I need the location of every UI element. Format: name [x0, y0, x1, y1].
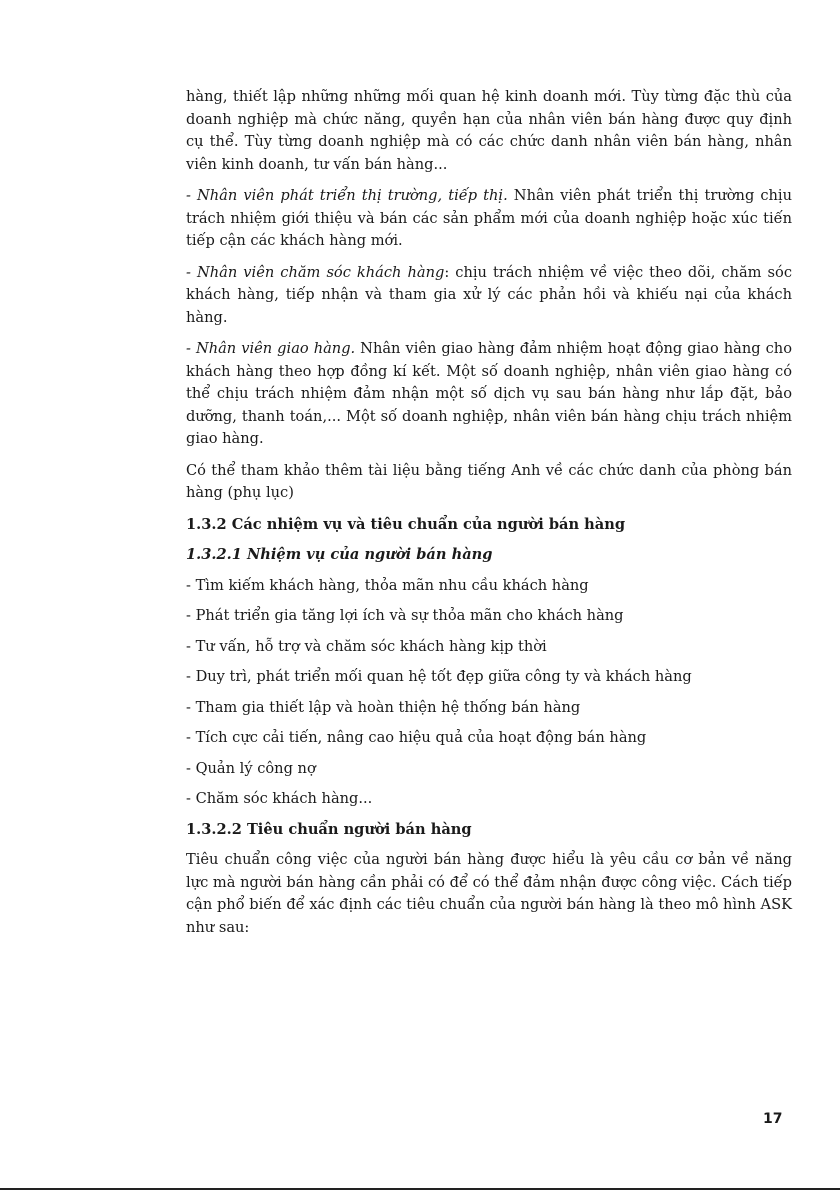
paragraph-delivery-staff: [186, 338, 792, 451]
paragraph-standards: Tiêu chuẩn công việc của người bán hàng được hiểu là yêu cầu cơ bản về năng lực mà người bán hàng cần phải có để có thể đảm nhận được công việc. Cách tiếp cận phổ biến để xác định các tiêu chuẩn của người bán hàng là theo mô hình ASK như sau:: [186, 851, 792, 936]
delivery-staff-title: - Nhân viên giao hàng.: [186, 340, 356, 357]
list-item: - Chăm sóc khách hàng...: [186, 790, 373, 807]
scan-bottom-edge: [0, 1188, 840, 1190]
care-staff-title: - Nhân viên chăm sóc khách hàng: [186, 263, 445, 281]
market-staff-description: Nhân viên phát triển thị trường chịu trách nhiệm giới thiệu và bán các sản phẩm mới của doanh nghiệp hoặc xúc tiến tiếp cận các khách hàng mới.: [186, 187, 792, 249]
paragraph-reference: Có thể tham khảo thêm tài liệu bằng tiếng Anh về các chức danh của phòng bán hàng (phụ lục): [186, 461, 792, 501]
list-item: - Duy trì, phát triển mối quan hệ tốt đẹp giữa công ty và khách hàng: [186, 668, 692, 685]
paragraph-care-staff: [186, 262, 792, 330]
list-item: - Quản lý công nợ: [186, 759, 316, 777]
list-item: - Tư vấn, hỗ trợ và chăm sóc khách hàng kịp thời: [186, 637, 547, 655]
list-item: - Tham gia thiết lập và hoàn thiện hệ thống bán hàng: [186, 698, 581, 716]
market-staff-title: - Nhân viên phát triển thị trường, tiếp thị.: [186, 187, 508, 204]
heading-1-3-2-2: 1.3.2.2 Tiêu chuẩn người bán hàng: [186, 820, 472, 838]
duties-list: [186, 575, 792, 811]
list-item: - Phát triển gia tăng lợi ích và sự thỏa mãn cho khách hàng: [186, 607, 624, 624]
page-content: [186, 86, 792, 948]
delivery-staff-description: Nhân viên giao hàng đảm nhiệm hoạt động giao hàng cho khách hàng theo hợp đồng kí kết. Một số doanh nghiệp, nhân viên giao hàng có thể chịu trách nhiệm đảm nhận một số dịch vụ sau bán hàng như lắp đặt, bảo dưỡng, thanh toán,... Một số doanh nghiệp, nhân viên bán hàng chịu trách nhiệm giao hàng.: [186, 340, 792, 447]
paragraph-1: hàng, thiết lập những những mối quan hệ kinh doanh mới. Tùy từng đặc thù của doanh nghiệp mà chức năng, quyền hạn của nhân viên bán hàng được quy định cụ thể. Tùy từng doanh nghiệp mà có các chức danh nhân viên bán hàng, nhân viên kinh doanh, tư vấn bán hàng...: [186, 88, 792, 173]
heading-1-3-2: 1.3.2 Các nhiệm vụ và tiêu chuẩn của người bán hàng: [186, 515, 626, 533]
care-staff-description: : chịu trách nhiệm về việc theo dõi, chăm sóc khách hàng, tiếp nhận và tham gia xử lý các phản hồi và khiếu nại của khách hàng.: [186, 263, 792, 326]
heading-1-3-2-1: 1.3.2.1 Nhiệm vụ của người bán hàng: [186, 546, 493, 563]
list-item: - Tìm kiếm khách hàng, thỏa mãn nhu cầu khách hàng: [186, 576, 589, 594]
list-item: - Tích cực cải tiến, nâng cao hiệu quả của hoạt động bán hàng: [186, 729, 647, 746]
page-number: 17: [763, 1111, 783, 1127]
paragraph-market-staff: [186, 185, 792, 253]
